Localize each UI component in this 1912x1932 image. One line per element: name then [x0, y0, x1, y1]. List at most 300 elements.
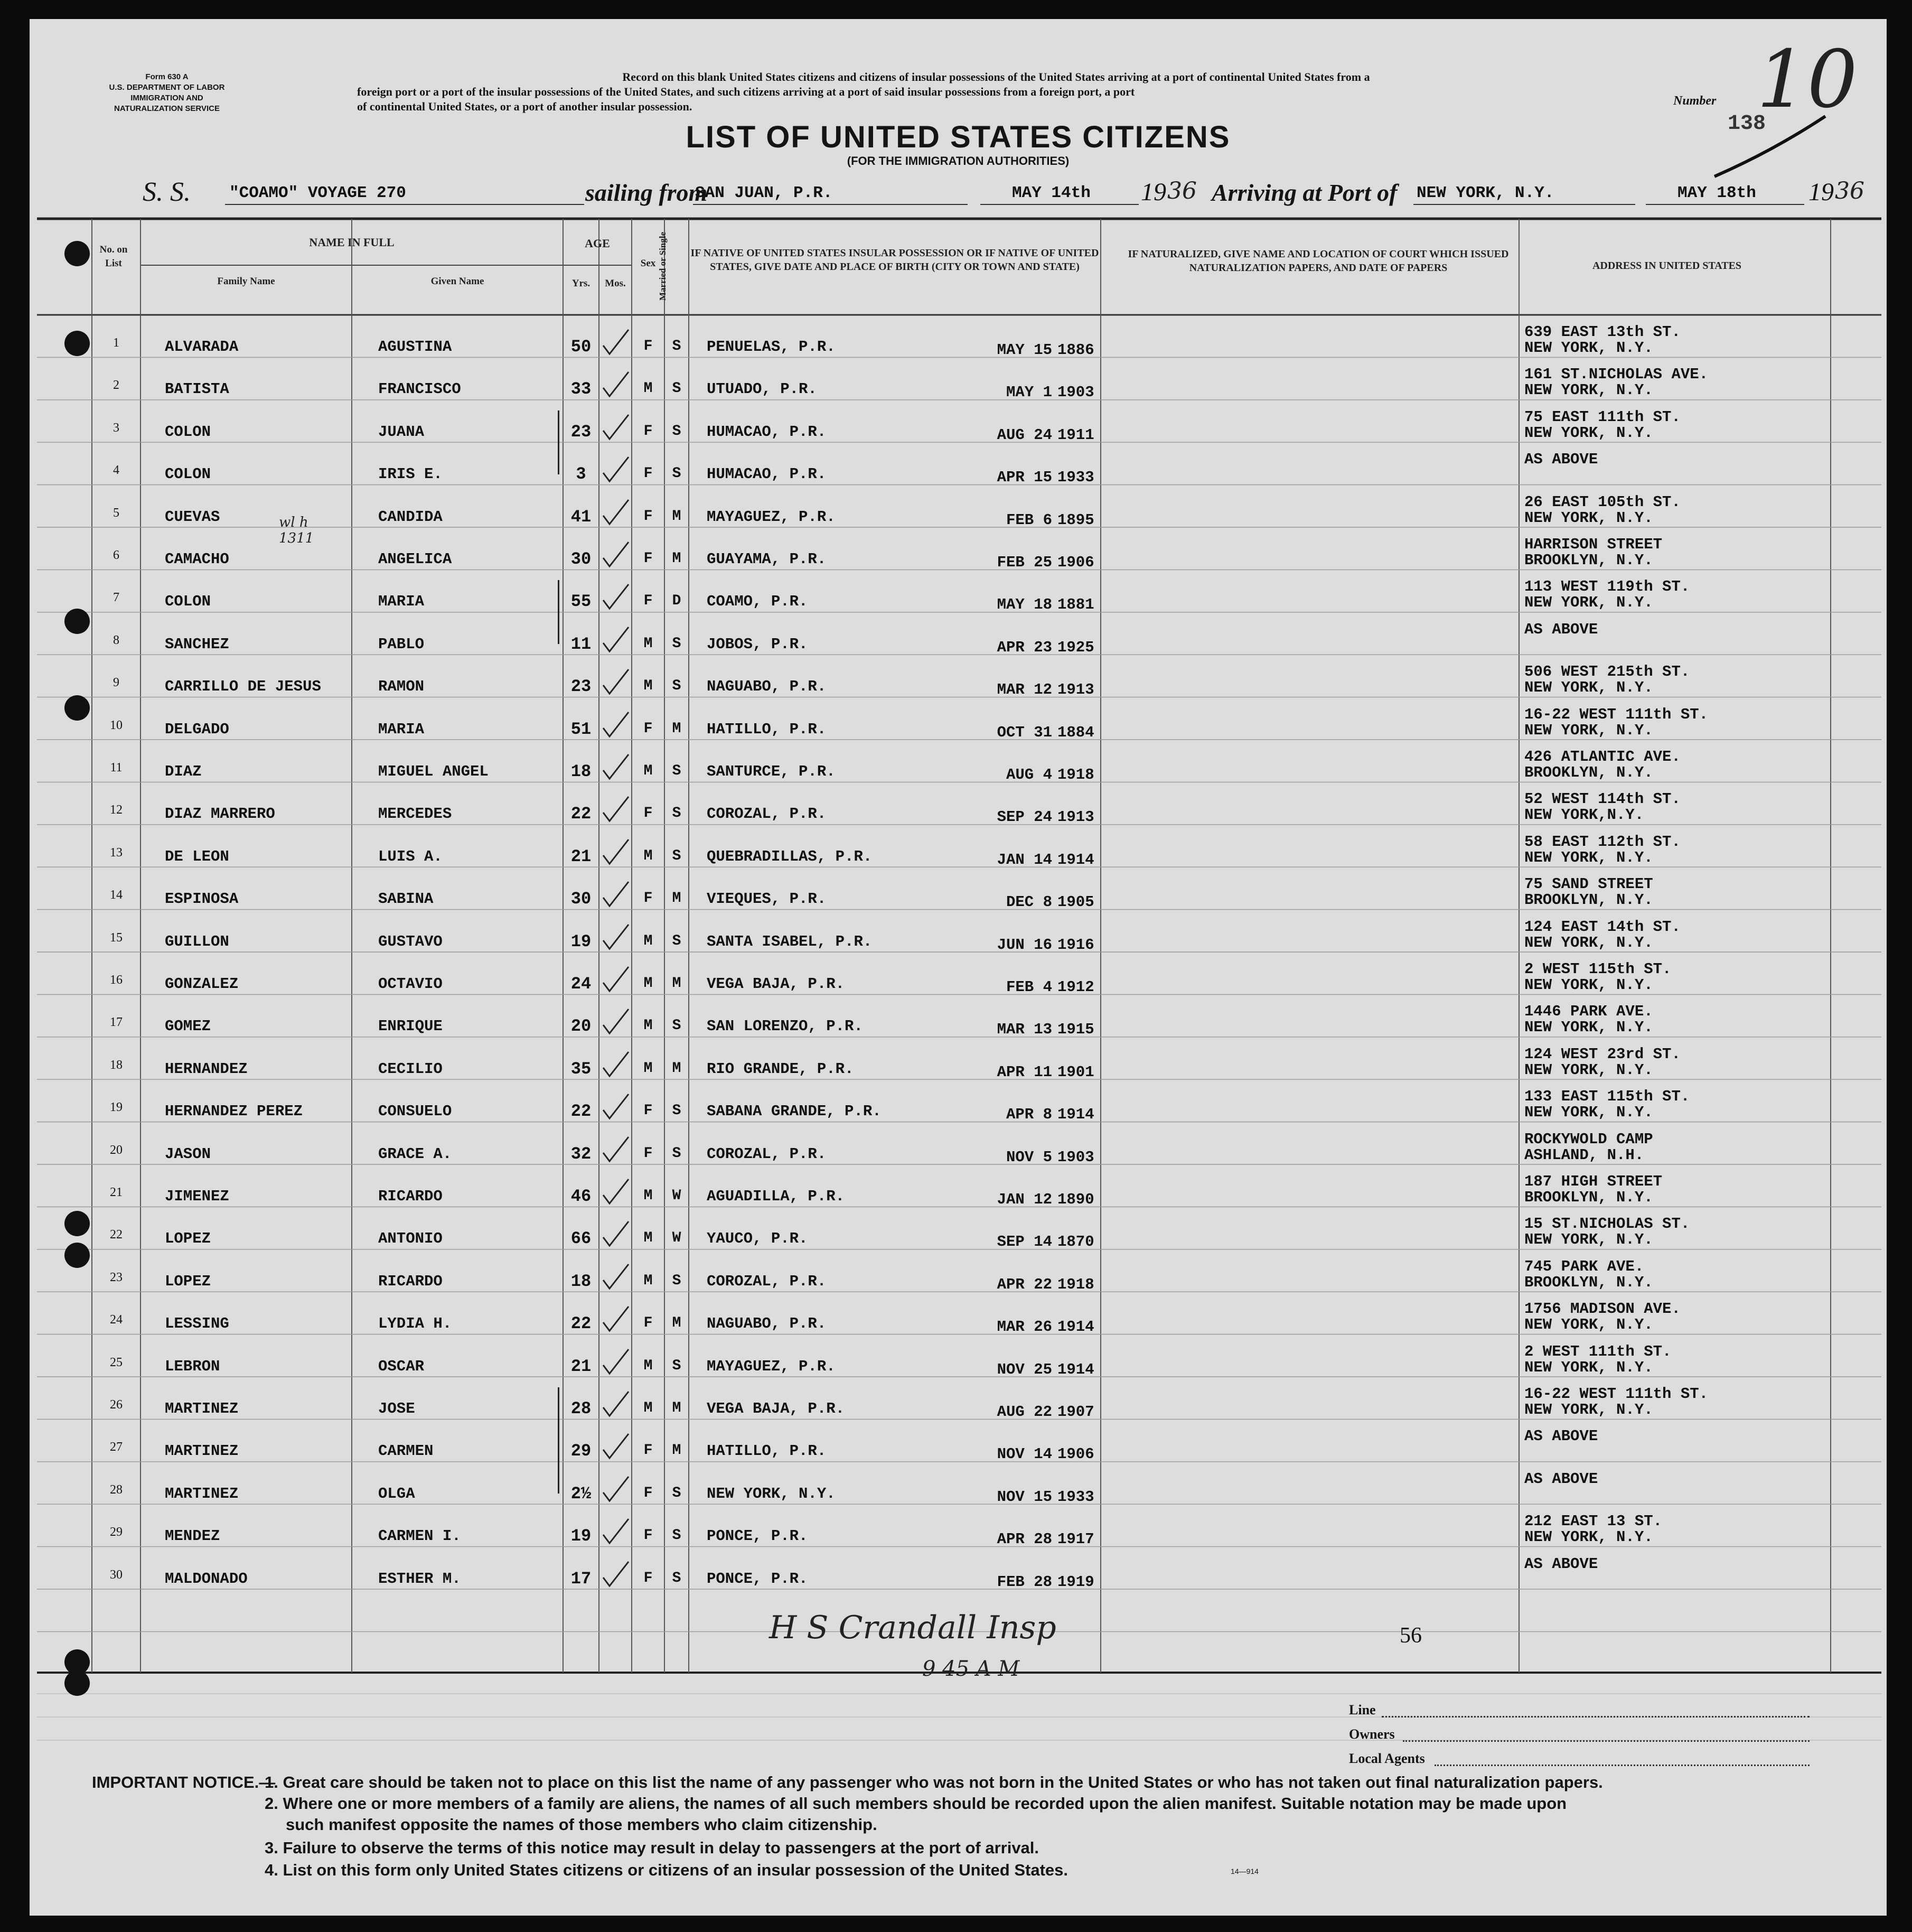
row-number: 20: [110, 1143, 123, 1157]
departure-year-prefix: 19: [1141, 178, 1166, 206]
marital-status: S: [672, 763, 681, 779]
marital-status: S: [672, 1485, 681, 1501]
age-checkmark: [601, 710, 631, 740]
row-number: 10: [110, 718, 123, 732]
marital-status: S: [672, 423, 681, 440]
row-number: 14: [110, 888, 123, 902]
family-name: DIAZ: [165, 763, 202, 780]
notice-item-2a: 2. Where one or more members of a family are aliens, the names of all such members should be recorded upon the alien manifest. Suitable notation may be made upon: [265, 1794, 1567, 1813]
row-number: 8: [113, 633, 119, 647]
page-subtitle: (FOR THE IMMIGRATION AUTHORITIES): [847, 154, 1070, 167]
birth-date: FEB 4: [1006, 978, 1052, 996]
given-name: OCTAVIO: [378, 975, 443, 993]
address-line-1: AS ABOVE: [1524, 1555, 1598, 1573]
age-checkmark: [601, 1262, 631, 1292]
marital-status: S: [672, 465, 681, 482]
sex: F: [643, 1103, 653, 1119]
given-name: IRIS E.: [378, 465, 443, 483]
age-checkmark: [601, 1177, 631, 1207]
given-name: JOSE: [378, 1400, 415, 1417]
row-number: 15: [110, 930, 123, 945]
given-name: MIGUEL ANGEL: [378, 763, 489, 780]
notice-item-1: 1. Great care should be taken not to place on this list the name of any passenger who was not born in the United States or who has not taken out final naturalization papers.: [265, 1773, 1603, 1791]
row-number: 16: [110, 973, 123, 987]
notice-heading: IMPORTANT NOTICE.—: [92, 1773, 276, 1791]
sex: M: [643, 1272, 653, 1289]
row-number: 28: [110, 1482, 123, 1497]
given-name: AGUSTINA: [378, 338, 452, 356]
given-name: OLGA: [378, 1485, 415, 1502]
binder-hole: [64, 695, 90, 721]
address-line-1: AS ABOVE: [1524, 620, 1598, 638]
birth-place: NEW YORK, N.Y.: [707, 1485, 836, 1502]
address-line-2: NEW YORK, N.Y.: [1524, 1401, 1653, 1418]
address-line-2: NEW YORK, N.Y.: [1524, 424, 1653, 442]
sex: F: [643, 1442, 653, 1459]
age-years: 3: [576, 464, 586, 484]
birth-year: 1914: [1057, 1106, 1094, 1124]
birth-place: SANTURCE, P.R.: [707, 763, 836, 780]
family-name: LOPEZ: [165, 1272, 211, 1290]
birth-place: HUMACAO, P.R.: [707, 465, 827, 483]
marital-status: W: [672, 1188, 681, 1204]
birth-year: 1870: [1057, 1233, 1094, 1251]
address-line-2: NEW YORK, N.Y.: [1524, 848, 1653, 866]
print-code: 14—914: [1231, 1867, 1259, 1875]
address-line-1: 75 EAST 111th ST.: [1524, 408, 1681, 426]
birth-place: PONCE, P.R.: [707, 1527, 808, 1545]
family-name: CAMACHO: [165, 550, 229, 568]
birth-place: COAMO, P.R.: [707, 593, 808, 611]
given-name: RAMON: [378, 678, 425, 696]
family-name: DELGADO: [165, 720, 229, 738]
marital-status: S: [672, 380, 681, 397]
marital-status: M: [672, 1400, 681, 1416]
marital-status: M: [672, 1442, 681, 1459]
intro-line-1: Record on this blank United States citizens and citizens of insular possessions of the United States arriving at a port of continental United States from a: [622, 70, 1370, 83]
departure-date-underline: [980, 204, 1139, 205]
sex: M: [643, 1400, 653, 1416]
address-line-2: NEW YORK,N.Y.: [1524, 806, 1644, 824]
sex: F: [643, 593, 653, 610]
birth-year: 1884: [1057, 723, 1094, 741]
row-number: 30: [110, 1567, 123, 1582]
sex: M: [643, 1060, 653, 1077]
marital-status: S: [672, 1570, 681, 1586]
birth-date: JAN 14: [997, 851, 1052, 869]
col-header-mos: Mos.: [605, 278, 626, 289]
row-number: 18: [110, 1058, 123, 1072]
given-name: GUSTAVO: [378, 932, 443, 950]
family-name: DIAZ MARRERO: [165, 805, 275, 823]
address-line-1: 124 EAST 14th ST.: [1524, 918, 1681, 936]
arriving-label: Arriving at Port of: [1212, 179, 1398, 206]
address-line-1: 75 SAND STREET: [1524, 875, 1653, 893]
birth-year: 1914: [1057, 851, 1094, 869]
stamp-number: 138: [1728, 112, 1766, 136]
birth-date: AUG 4: [1006, 766, 1052, 783]
birth-year: 1916: [1057, 936, 1094, 954]
birth-place: HUMACAO, P.R.: [707, 423, 827, 441]
address-line-1: AS ABOVE: [1524, 1470, 1598, 1488]
given-name: MARIA: [378, 593, 425, 611]
col-header-sex: Sex: [640, 258, 656, 269]
address-line-2: BROOKLYN, N.Y.: [1524, 764, 1653, 781]
line-field: [1382, 1716, 1810, 1718]
address-line-1: 113 WEST 119th ST.: [1524, 578, 1690, 596]
family-name: JIMENEZ: [165, 1188, 229, 1205]
age-years: 22: [570, 1102, 592, 1122]
family-name: DE LEON: [165, 847, 229, 865]
age-years: 19: [570, 1526, 592, 1546]
given-name: RICARDO: [378, 1188, 443, 1205]
family-name: LOPEZ: [165, 1230, 211, 1248]
birth-date: MAR 12: [997, 681, 1052, 699]
birth-date: APR 22: [997, 1275, 1052, 1293]
row-number: 19: [110, 1100, 123, 1115]
marital-status: M: [672, 720, 681, 737]
address-line-1: 426 ATLANTIC AVE.: [1524, 748, 1681, 766]
family-name: LEBRON: [165, 1357, 220, 1375]
birth-date: AUG 24: [997, 426, 1052, 444]
sailing-from-label: sailing from: [585, 179, 708, 206]
address-line-2: NEW YORK, N.Y.: [1524, 1358, 1653, 1376]
family-name: BATISTA: [165, 380, 229, 398]
birth-year: 1912: [1057, 978, 1094, 996]
row-number: 9: [113, 676, 119, 690]
row-number: 17: [110, 1015, 123, 1030]
address-line-1: AS ABOVE: [1524, 1427, 1598, 1445]
row-number: 29: [110, 1525, 123, 1539]
arrival-year: 36: [1835, 178, 1864, 204]
marital-status: S: [672, 1357, 681, 1374]
age-years: 21: [570, 846, 592, 866]
row-number: 13: [110, 845, 123, 860]
age-checkmark: [601, 965, 631, 994]
col-header-naturalized: IF NATURALIZED, GIVE NAME AND LOCATION OF COURT WHICH ISSUED NATURALIZATION PAPERS, AND DATE OF PAPERS: [1128, 248, 1509, 274]
col-header-given: Given Name: [430, 276, 484, 287]
notice-item-4: 4. List on this form only United States citizens or citizens of an insular possession of the United States.: [265, 1861, 1068, 1879]
family-name: HERNANDEZ PEREZ: [165, 1103, 303, 1121]
arrival-year-prefix: 19: [1808, 178, 1834, 206]
address-line-2: NEW YORK, N.Y.: [1524, 381, 1653, 399]
given-name: CONSUELO: [378, 1103, 452, 1121]
row-number: 11: [110, 761, 123, 774]
birth-year: 1906: [1057, 554, 1094, 571]
birth-date: MAY 1: [1006, 384, 1052, 402]
row-number: 6: [113, 548, 119, 562]
given-name: JUANA: [378, 423, 425, 441]
address-line-1: 639 EAST 13th ST.: [1524, 323, 1681, 341]
age-years: 66: [570, 1229, 592, 1249]
birth-place: JOBOS, P.R.: [707, 635, 808, 653]
family-bracket: [558, 1387, 559, 1494]
sex: F: [643, 423, 653, 440]
ship-name: "COAMO" VOYAGE 270: [229, 184, 406, 202]
given-name: PABLO: [378, 635, 425, 653]
address-line-1: 52 WEST 114th ST.: [1524, 790, 1681, 808]
marital-status: S: [672, 1018, 681, 1034]
age-years: 18: [570, 1271, 592, 1291]
binder-hole: [64, 1243, 90, 1268]
age-checkmark: [601, 1050, 631, 1079]
age-checkmark: [601, 413, 631, 442]
intro-text: [357, 70, 1635, 114]
address-line-2: NEW YORK, N.Y.: [1524, 1528, 1653, 1546]
birth-year: 1933: [1057, 1488, 1094, 1506]
age-years: 33: [570, 379, 592, 399]
age-checkmark: [601, 328, 631, 357]
birth-place: HATILLO, P.R.: [707, 720, 827, 738]
col-header-address: ADDRESS IN UNITED STATES: [1592, 260, 1742, 272]
marital-status: S: [672, 678, 681, 695]
birth-date: NOV 25: [997, 1360, 1052, 1378]
age-years: 20: [570, 1016, 592, 1037]
birth-year: 1913: [1057, 808, 1094, 826]
number-label: Number: [1673, 94, 1717, 108]
birth-date: SEP 24: [997, 808, 1052, 826]
birth-place: VEGA BAJA, P.R.: [707, 975, 845, 993]
birth-place: COROZAL, P.R.: [707, 1272, 827, 1290]
birth-place: VEGA BAJA, P.R.: [707, 1400, 845, 1417]
birth-year: 1911: [1057, 426, 1094, 444]
family-name: LESSING: [165, 1315, 229, 1333]
birth-place: SAN LORENZO, P.R.: [707, 1018, 863, 1035]
row-number: 27: [110, 1440, 123, 1454]
birth-year: 1895: [1057, 511, 1094, 529]
given-name: ANTONIO: [378, 1230, 443, 1248]
arrival-port-underline: [1413, 204, 1635, 205]
birth-year: 1925: [1057, 638, 1094, 656]
address-line-2: NEW YORK, N.Y.: [1524, 934, 1653, 951]
age-checkmark: [601, 752, 631, 782]
address-line-1: 2 WEST 115th ST.: [1524, 960, 1672, 978]
birth-place: HATILLO, P.R.: [707, 1442, 827, 1460]
row-number: 12: [110, 803, 123, 817]
sex: M: [643, 678, 653, 695]
birth-date: APR 11: [997, 1063, 1052, 1081]
sex: F: [643, 508, 653, 525]
age-checkmark: [601, 1092, 631, 1122]
marital-status: S: [672, 1145, 681, 1162]
given-name: LYDIA H.: [378, 1315, 452, 1333]
address-line-2: NEW YORK, N.Y.: [1524, 976, 1653, 994]
ss-label: S. S.: [143, 177, 191, 207]
marital-status: M: [672, 1315, 681, 1332]
manifest-sheet: [30, 19, 1887, 1916]
age-years: 2½: [570, 1483, 592, 1504]
address-line-1: 212 EAST 13 ST.: [1524, 1513, 1663, 1530]
age-checkmark: [601, 880, 631, 909]
age-years: 50: [570, 337, 592, 357]
age-checkmark: [601, 1474, 631, 1504]
age-checkmark: [601, 795, 631, 824]
col-header-family: Family Name: [217, 276, 275, 287]
marital-status: S: [672, 1103, 681, 1119]
birth-year: 1917: [1057, 1530, 1094, 1548]
birth-year: 1915: [1057, 1021, 1094, 1039]
birth-year: 1905: [1057, 893, 1094, 911]
address-line-1: 16-22 WEST 111th ST.: [1524, 1385, 1709, 1403]
age-years: 30: [570, 889, 592, 909]
birth-year: 1918: [1057, 766, 1094, 783]
address-line-1: 1756 MADISON AVE.: [1524, 1300, 1681, 1318]
local-agents-field: [1435, 1765, 1810, 1766]
sex: M: [643, 847, 653, 864]
address-line-2: NEW YORK, N.Y.: [1524, 1104, 1653, 1122]
address-line-2: BROOKLYN, N.Y.: [1524, 1189, 1653, 1206]
sex: F: [643, 1145, 653, 1162]
binder-hole: [64, 609, 90, 634]
marital-status: S: [672, 1272, 681, 1289]
marital-status: S: [672, 338, 681, 354]
age-checkmark: [601, 1304, 631, 1334]
row-number: 22: [110, 1228, 123, 1242]
sex: F: [643, 338, 653, 354]
birth-year: 1903: [1057, 384, 1094, 402]
age-checkmark: [601, 1560, 631, 1589]
age-years: 32: [570, 1144, 592, 1164]
address-line-1: 133 EAST 115th ST.: [1524, 1088, 1690, 1106]
sex: F: [643, 550, 653, 567]
address-line-2: BROOKLYN, N.Y.: [1524, 1273, 1653, 1291]
age-years: 28: [570, 1399, 592, 1418]
family-name: COLON: [165, 593, 211, 611]
sex: M: [643, 380, 653, 397]
sex: F: [643, 720, 653, 737]
binder-hole: [64, 331, 90, 356]
birth-place: QUEBRADILLAS, P.R.: [707, 847, 873, 865]
col-header-age: AGE: [585, 237, 610, 250]
family-name: MARTINEZ: [165, 1400, 239, 1417]
birth-place: AGUADILLA, P.R.: [707, 1188, 845, 1205]
department-name: U.S. DEPARTMENT OF LABOR: [109, 83, 225, 92]
age-checkmark: [601, 370, 631, 399]
row-number: 2: [113, 378, 119, 393]
family-name: COLON: [165, 423, 211, 441]
departure-date: MAY 14th: [1012, 184, 1091, 202]
birth-year: 1906: [1057, 1445, 1094, 1463]
sex: F: [643, 1527, 653, 1544]
age-checkmark: [601, 625, 631, 655]
inspector-signature: H S Crandall Insp: [769, 1609, 1056, 1646]
address-line-1: 58 EAST 112th ST.: [1524, 833, 1681, 851]
family-bracket: [558, 410, 559, 474]
age-checkmark: [601, 1007, 631, 1037]
birth-place: NAGUABO, P.R.: [707, 1315, 827, 1333]
birth-date: MAR 13: [997, 1021, 1052, 1039]
service-name-2: NATURALIZATION SERVICE: [114, 104, 220, 113]
age-years: 23: [570, 677, 592, 697]
age-years: 17: [570, 1569, 592, 1589]
given-name: MERCEDES: [378, 805, 452, 823]
age-years: 24: [570, 974, 592, 994]
address-line-1: 187 HIGH STREET: [1524, 1173, 1663, 1190]
age-checkmark: [601, 455, 631, 484]
family-name: MARTINEZ: [165, 1442, 239, 1460]
row5-handwritten-note: wl h 1311: [279, 515, 314, 546]
family-name: GONZALEZ: [165, 975, 239, 993]
birth-place: GUAYAMA, P.R.: [707, 550, 827, 568]
birth-year: 1914: [1057, 1360, 1094, 1378]
address-line-2: NEW YORK, N.Y.: [1524, 1019, 1653, 1037]
birth-year: 1881: [1057, 596, 1094, 614]
family-name: CARRILLO DE JESUS: [165, 678, 321, 696]
birth-year: 1913: [1057, 681, 1094, 699]
birth-date: NOV 14: [997, 1445, 1052, 1463]
birth-date: MAY 18: [997, 596, 1052, 614]
birth-place: NAGUABO, P.R.: [707, 678, 827, 696]
marital-status: S: [672, 805, 681, 822]
address-line-1: AS ABOVE: [1524, 451, 1598, 469]
age-checkmark: [601, 1432, 631, 1461]
row-number: 3: [113, 421, 119, 435]
col-header-name: NAME IN FULL: [309, 236, 395, 249]
given-name: CANDIDA: [378, 508, 443, 526]
birth-date: DEC 8: [1006, 893, 1052, 911]
row-number: 21: [110, 1186, 123, 1199]
binder-hole: [64, 1211, 90, 1236]
age-checkmark: [601, 540, 631, 570]
address-line-1: 124 WEST 23rd ST.: [1524, 1045, 1681, 1063]
age-years: 29: [570, 1441, 592, 1461]
address-line-1: 26 EAST 105th ST.: [1524, 493, 1681, 511]
birth-year: 1890: [1057, 1191, 1094, 1208]
given-name: FRANCISCO: [378, 380, 461, 398]
given-name: CECILIO: [378, 1060, 443, 1078]
address-line-1: 506 WEST 215th ST.: [1524, 663, 1690, 681]
address-line-2: BROOKLYN, N.Y.: [1524, 552, 1653, 569]
owners-label: Owners: [1349, 1726, 1395, 1742]
birth-year: 1933: [1057, 469, 1094, 487]
col-header-married: Married or Single: [658, 232, 668, 301]
notice-item-3: 3. Failure to observe the terms of this notice may result in delay to passengers at the port of arrival.: [265, 1838, 1039, 1857]
family-name: CUEVAS: [165, 508, 220, 526]
notice-item-2b: such manifest opposite the names of those members who claim citizenship.: [286, 1815, 877, 1834]
local-agents-label: Local Agents: [1349, 1751, 1425, 1766]
ship-underline: [225, 204, 584, 205]
age-years: 55: [570, 592, 592, 612]
address-line-2: NEW YORK, N.Y.: [1524, 339, 1653, 357]
birth-place: VIEQUES, P.R.: [707, 890, 827, 908]
address-line-2: NEW YORK, N.Y.: [1524, 509, 1653, 527]
col-header-yrs: Yrs.: [571, 278, 591, 289]
sex: F: [643, 1570, 653, 1586]
line-label: Line: [1349, 1702, 1376, 1718]
row-number: 24: [110, 1313, 123, 1327]
birth-date: APR 8: [1006, 1106, 1052, 1124]
age-years: 46: [570, 1187, 592, 1206]
birth-place: MAYAGUEZ, P.R.: [707, 508, 836, 526]
sex: F: [643, 805, 653, 822]
birth-year: 1901: [1057, 1063, 1094, 1081]
departure-year: 36: [1167, 178, 1197, 204]
sex: M: [643, 1188, 653, 1204]
address-line-1: 2 WEST 111th ST.: [1524, 1342, 1672, 1360]
row-number: 7: [113, 591, 119, 605]
age-years: 51: [570, 719, 592, 739]
given-name: ESTHER M.: [378, 1570, 461, 1588]
given-name: SABINA: [378, 890, 434, 908]
sex: F: [643, 890, 653, 907]
given-name: LUIS A.: [378, 847, 443, 865]
service-name-1: IMMIGRATION AND: [130, 94, 203, 102]
departure-port: SAN JUAN, P.R.: [695, 184, 833, 202]
departure-port-underline: [693, 204, 968, 205]
sex: M: [643, 1230, 653, 1247]
age-years: 41: [570, 507, 592, 527]
age-years: 18: [570, 762, 592, 781]
